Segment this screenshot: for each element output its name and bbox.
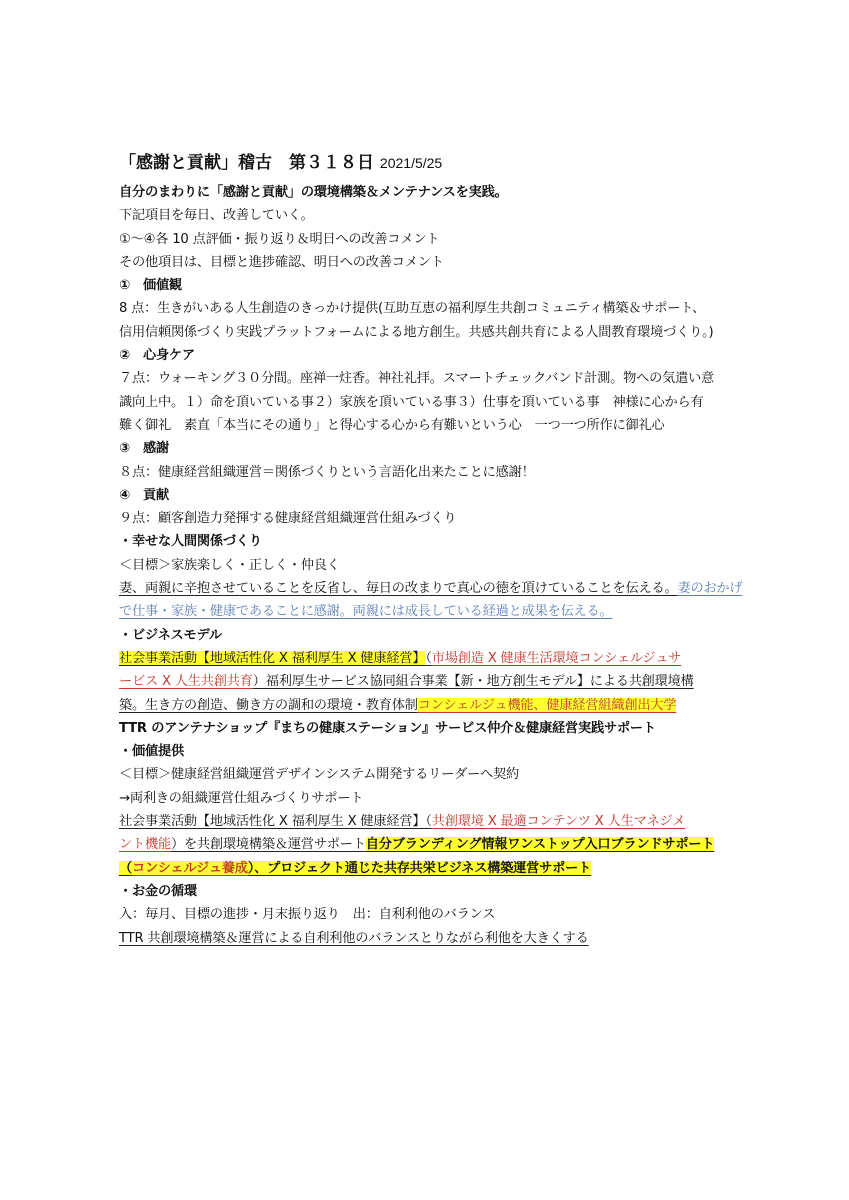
- value-provision-hl-open: （: [119, 860, 132, 876]
- intro-line-1: 下記項目を毎日、改善していく。: [119, 208, 314, 224]
- business-model-text-2: [119, 670, 739, 693]
- relationships-goal: ＜目標＞家族楽しく・正しく・仲良く: [119, 557, 340, 573]
- business-model-antenna-shop: TTR のアンテナショップ『まちの健康ステーション』サービス仲介＆健康経営実践サポート: [119, 720, 656, 736]
- money-flow-text-2: [119, 927, 739, 950]
- money-flow-text-1: 入：毎月、目標の進捗・月末振り返り 出：自利利他のバランス: [119, 907, 496, 923]
- value-provision-text-1: [119, 810, 739, 833]
- section-heading-values: ① 価値観: [119, 278, 182, 294]
- value-provision-arrow: →両利きの組織運営仕組みづくりサポート: [119, 790, 364, 806]
- document-page: [119, 152, 743, 950]
- gratitude-text: ８点：健康経営組織運営＝関係づくりという言語化出来たことに感謝！: [119, 464, 535, 480]
- relationships-text-1: [119, 577, 743, 600]
- mindbody-text-2: 識向上中。１）命を頂いている事２）家族を頂いている事３）仕事を頂いている事 神様に心から有: [119, 394, 704, 410]
- intro-line-3: その他項目は、目標と進捗確認、明日への改善コメント: [119, 254, 444, 270]
- title-date: 2021/5/25: [379, 155, 443, 171]
- relationships-text-black: 妻、両親に辛抱させていることを反省し、毎日の改まりで真心の徳を頂けていることを伝える。: [119, 581, 678, 597]
- section-heading-mindbody: ② 心身ケア: [119, 348, 195, 364]
- intro-heading: 自分のまわりに「感謝と貢献」の環境構築＆メンテナンスを実践。: [119, 185, 508, 200]
- values-text-1: 8 点：生きがいある人生創造のきっかけ提供(互助互恵の福利厚生共創コミュニティ構築＆サポート、: [119, 301, 706, 317]
- business-model-paren: （: [425, 650, 432, 666]
- business-model-black-3: 築。生き方の創造、働き方の調和の環境・教育体制: [119, 697, 418, 713]
- section-heading-money-flow: ・お金の循環: [119, 883, 197, 899]
- section-heading-value-provision: ・価値提供: [119, 744, 184, 760]
- contribution-text: ９点：顧客創造力発揮する健康経営組織運営仕組みづくり: [119, 511, 457, 527]
- section-heading-business-model: ・ビジネスモデル: [119, 627, 222, 643]
- business-model-highlight: 社会事業活動【地域活性化 X 福利厚生 X 健康経営】: [119, 650, 426, 666]
- values-text-2: 信用信頼関係づくり実践プラットフォームによる地方創生。共感共創共育による人間教育環境づくり。): [119, 324, 714, 340]
- money-flow-underlined: TTR 共創環境構築＆運営による自利利他のバランスとりながら利他を大きくする: [119, 930, 589, 946]
- value-provision-hl-red: コンシェルジュ養成: [132, 860, 248, 876]
- business-model-black-2: ）福利厚生サービス協同組合事業【新・地方創生モデル】による共創環境構: [252, 674, 694, 690]
- section-heading-gratitude: ③ 感謝: [119, 441, 169, 457]
- value-provision-text-3: [119, 857, 739, 880]
- value-provision-red-1: 共創環境 X 最適コンテンツ X 人生マネジメ: [431, 814, 686, 830]
- relationships-text-blue: 妻のおかげ: [677, 581, 743, 597]
- value-provision-black-2: ）を共創環境構築＆運営サポート: [170, 837, 366, 853]
- mindbody-text-1: ７点：ウォーキング３０分間。座禅一炷香。神社礼拝。スマートチェックバンド計測。物への気遣い意: [119, 371, 715, 387]
- business-model-text-3: [119, 694, 739, 717]
- title-text: 「感謝と貢献」稽古 第３１８日: [119, 153, 374, 173]
- intro-line-2: ①～④各 10 点評価・振り返り＆明日への改善コメント: [119, 231, 440, 247]
- relationships-text-blue-2: で仕事・家族・健康であることに感謝。両親には成長している経過と成果を伝える。: [119, 604, 613, 620]
- value-provision-highlight: 自分ブランディング情報ワンストップ入口ブランドサポート: [365, 837, 715, 853]
- business-model-red-1: 市場創造 X 健康生活環境コンシェルジュサ: [431, 650, 682, 666]
- mindbody-text-3: 難く御礼 素直「本当にその通り」と得心する心から有難いという心 一つ一つ所作に御礼心: [119, 417, 665, 433]
- business-model-highlight-red: コンシェルジュ機能、健康経営組織創出大学: [417, 697, 677, 713]
- value-provision-goal: ＜目標＞健康経営組織運営デザインシステム開発するリーダーへ契約: [119, 767, 520, 783]
- business-model-text-1: [119, 647, 739, 670]
- value-provision-red-2: ント機能: [119, 837, 171, 853]
- value-provision-black-1: 社会事業活動【地域活性化 X 福利厚生 X 健康経営】（: [119, 814, 432, 830]
- business-model-red-2: ービス X 人生共創共育: [119, 674, 253, 690]
- section-heading-contribution: ④ 貢献: [119, 487, 169, 503]
- document-title: [119, 152, 739, 174]
- value-provision-hl-rest: ）、プロジェクト通じた共存共栄ビジネス構築運営サポート: [247, 860, 592, 876]
- relationships-text-2: [119, 600, 739, 623]
- value-provision-text-2: [119, 833, 739, 856]
- section-heading-relationships: ・幸せな人間関係づくり: [119, 534, 262, 550]
